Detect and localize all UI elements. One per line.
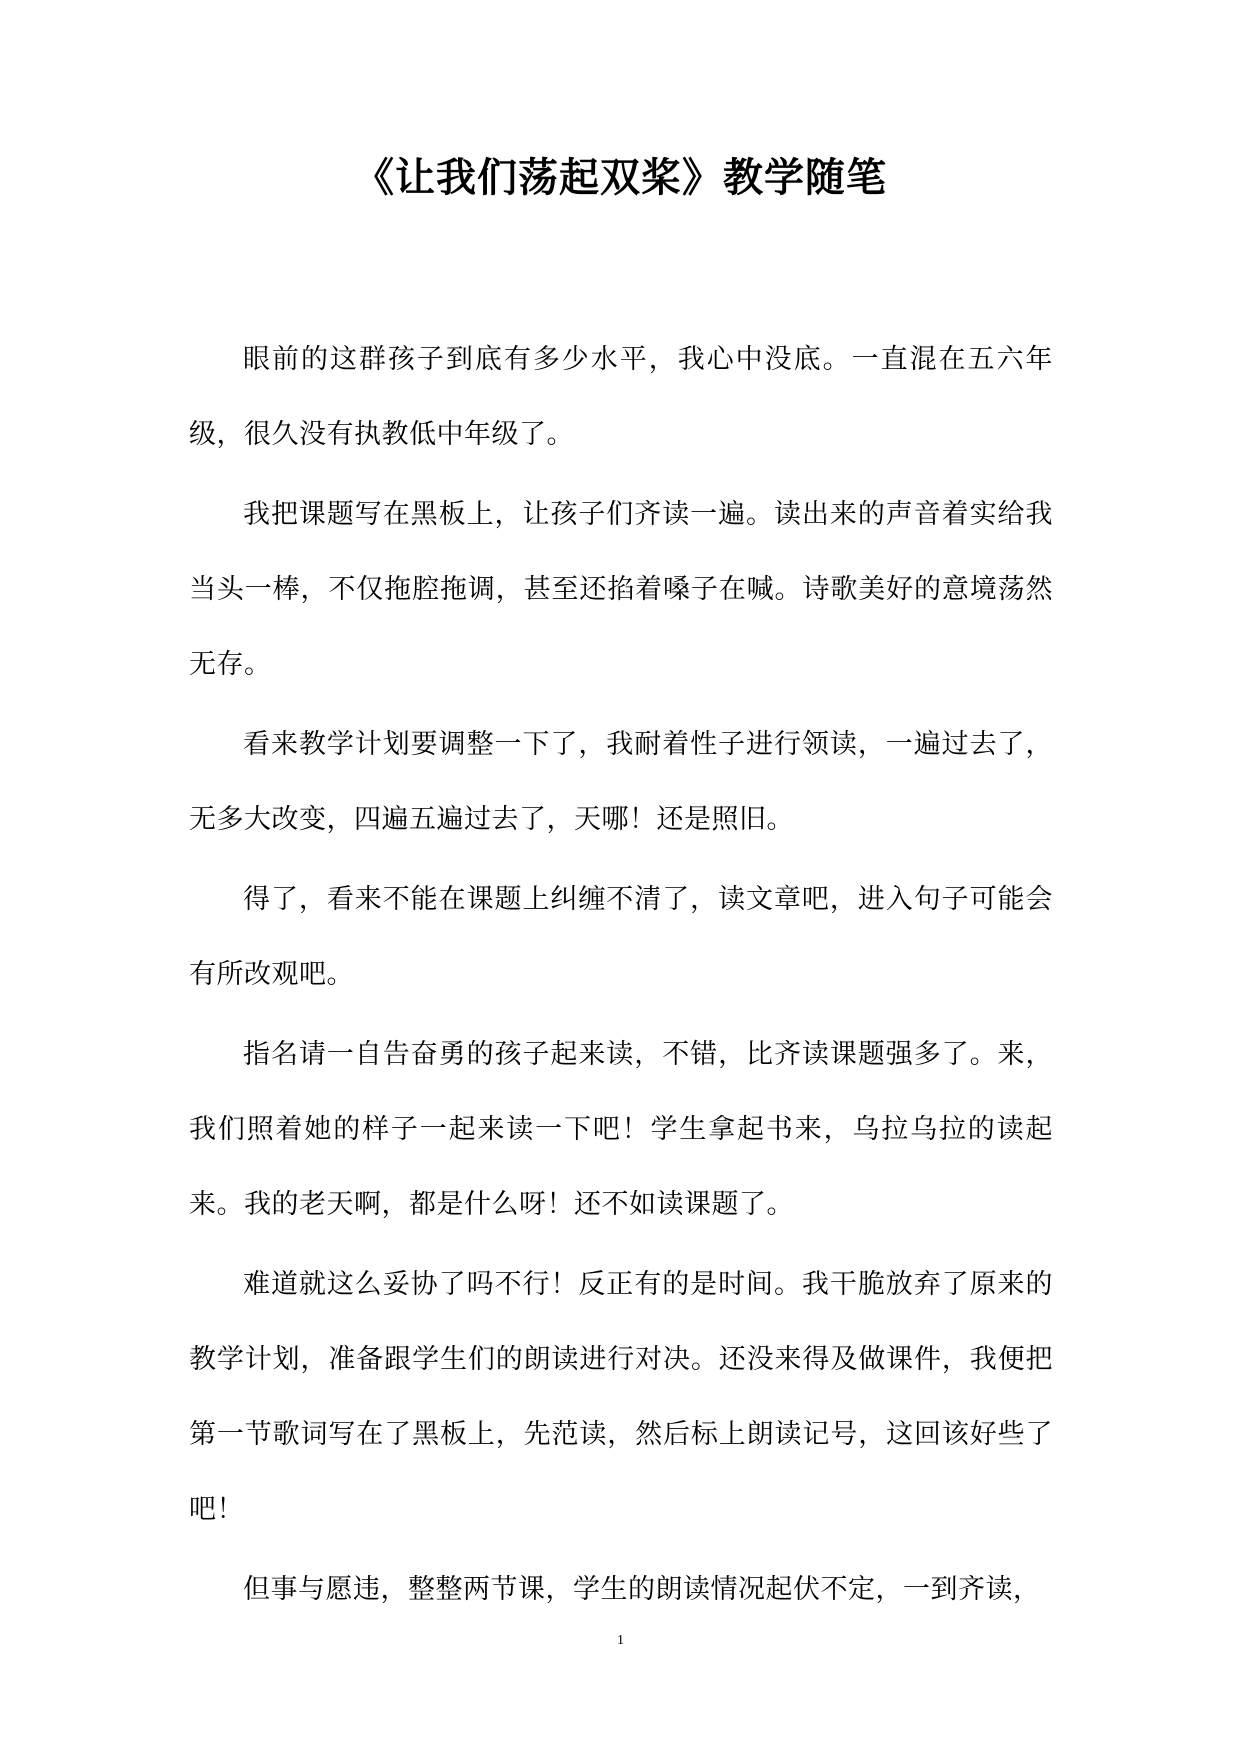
paragraph-3: 看来教学计划要调整一下了，我耐着性子进行领读，一遍过去了，无多大改变，四遍五遍过去了，天哪！还是照旧。 — [189, 729, 1053, 835]
paragraph-7: 但事与愿违，整整两节课，学生的朗读情况起伏不定，一到齐读， — [243, 1574, 1041, 1605]
paragraph-6: 难道就这么妥协了吗不行！反正有的是时间。我干脆放弃了原来的教学计划，准备跟学生们的朗读进行对决。还没来得及做课件，我便把第一节歌词写在了黑板上，先范读，然后标上朗读记号，这回该好些了吧！ — [189, 1269, 1053, 1525]
paragraph-5: 指名请一自告奋勇的孩子起来读，不错，比齐读课题强多了。来，我们照着她的样子一起来读一下吧！学生拿起书来，乌拉乌拉的读起来。我的老天啊，都是什么呀！还不如读课题了。 — [189, 1039, 1053, 1220]
paragraph-4: 得了，看来不能在课题上纠缠不清了，读文章吧，进入句子可能会有所改观吧。 — [189, 884, 1053, 990]
document-body — [189, 322, 1053, 1632]
paragraph-2: 我把课题写在黑板上，让孩子们齐读一遍。读出来的声音着实给我当头一棒，不仅拖腔拖调，甚至还掐着嗓子在喊。诗歌美好的意境荡然无存。 — [189, 499, 1053, 680]
page-number: 1 — [617, 1633, 624, 1648]
document-title: 《让我们荡起双桨》教学随笔 — [354, 155, 887, 201]
paragraph-1: 眼前的这群孩子到底有多少水平，我心中没底。一直混在五六年级，很久没有执教低中年级了。 — [189, 344, 1053, 450]
